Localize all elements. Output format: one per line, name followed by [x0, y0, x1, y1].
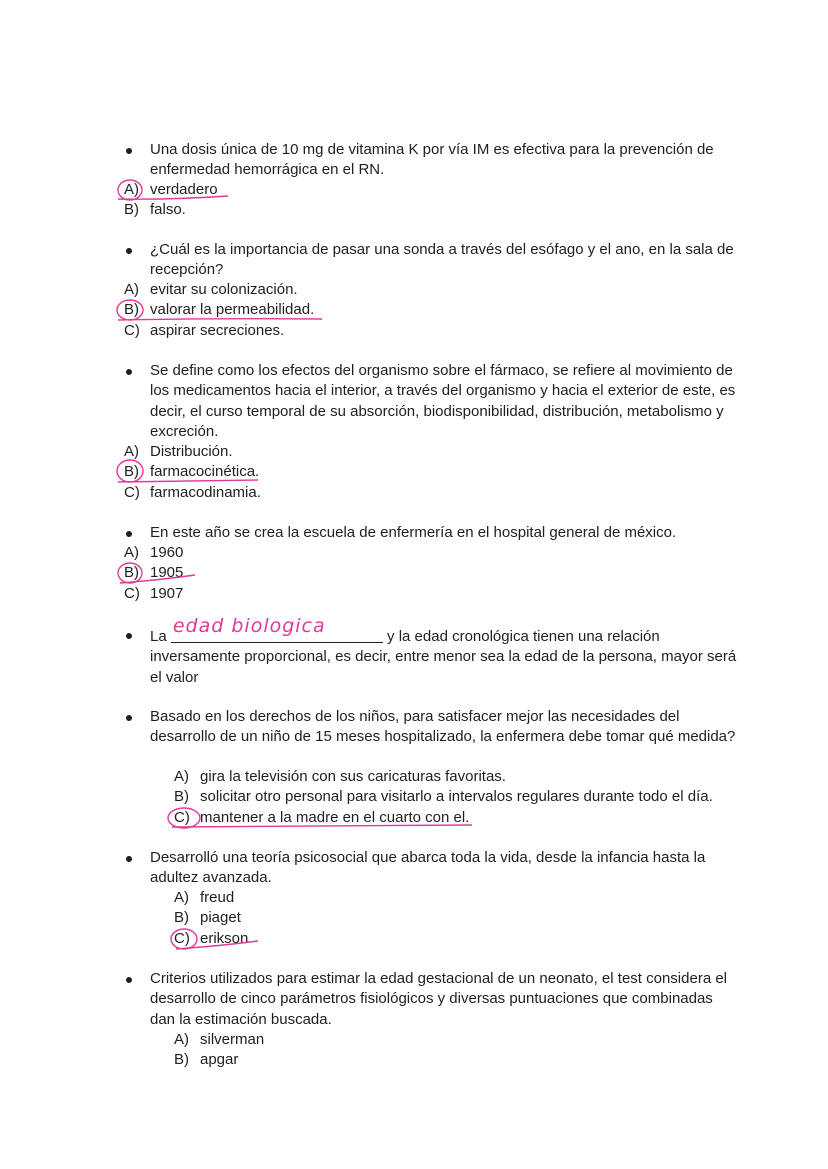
option: [124, 543, 183, 563]
option-letter: A): [174, 1031, 189, 1048]
option: [174, 808, 713, 828]
option: [174, 888, 248, 908]
option-text: Distribución.: [150, 443, 233, 460]
option-text: 1905: [150, 564, 184, 582]
option-letter: A): [174, 768, 189, 785]
bullet-icon: [126, 148, 132, 154]
bullet-icon: [126, 633, 132, 639]
bullet-icon: [126, 856, 132, 862]
option: [124, 584, 183, 604]
option-text: farmacodinamia.: [150, 483, 261, 501]
question-text: En este año se crea la escuela de enfermería en el hospital general de méxico.: [150, 524, 677, 541]
question-text: ¿Cuál es la importancia de pasar una sonda a través del esófago y el ano, en la sala de recepción?: [150, 241, 734, 279]
option-text: piaget: [200, 909, 241, 927]
bullet-icon: [126, 977, 132, 983]
option-text: freud: [200, 889, 235, 906]
option-text: evitar su colonización.: [150, 281, 298, 298]
option: [174, 767, 713, 787]
option-letter: B): [174, 788, 189, 806]
option-text: 1907: [150, 584, 184, 602]
option-letter: B): [124, 564, 139, 582]
question-text: Desarrolló una teoría psicosocial que abarca toda la vida, desde la infancia hasta la adultez avanzada.: [150, 849, 706, 887]
option: [124, 563, 183, 583]
option-letter: B): [124, 463, 139, 481]
option-text: 1960: [150, 544, 184, 561]
option-letter: B): [174, 909, 189, 927]
options-3: [124, 442, 261, 503]
question-text: Se define como los efectos del organismo sobre el fármaco, se refiere al movimiento de los medicamentos hacia el interior, a través del organismo y hacia el exterior de este, es decir, el curso temporal de su absorción, biodisponibilidad, distribución, metabolismo y excreción.: [150, 362, 736, 440]
option: [124, 200, 218, 220]
option-letter: B): [124, 201, 139, 219]
options-1: [124, 180, 218, 221]
option-text: erikson: [200, 929, 249, 947]
option: [124, 300, 314, 320]
options-4: [124, 543, 183, 604]
option-letter: B): [124, 301, 139, 319]
option: [174, 929, 248, 949]
option-letter: C): [124, 321, 140, 339]
question-1: [150, 140, 740, 181]
option: [174, 787, 713, 807]
option: [124, 442, 261, 462]
option-letter: A): [124, 181, 139, 198]
bullet-icon: [126, 369, 132, 375]
option-text: valorar la permeabilidad.: [150, 301, 315, 319]
question-2: [150, 240, 740, 281]
question-text: Una dosis única de 10 mg de vitamina K por vía IM es efectiva para la prevención de enfermedad hemorrágica en el RN.: [150, 141, 714, 179]
option: [124, 280, 314, 300]
option-text: mantener a la madre en el cuarto con el.: [200, 808, 470, 826]
option-text: farmacocinética.: [150, 463, 260, 481]
option-letter: A): [174, 889, 189, 906]
option-letter: C): [124, 483, 140, 501]
option-text: silverman: [200, 1031, 265, 1048]
option-letter: C): [174, 808, 190, 826]
option: [124, 462, 261, 482]
option-letter: B): [174, 1051, 189, 1069]
options-2: [124, 280, 314, 341]
option-text: verdadero: [150, 181, 218, 198]
options-8: [174, 1030, 264, 1071]
question-7: [150, 848, 740, 889]
answer-blank: [171, 615, 383, 643]
option-letter: A): [124, 443, 139, 460]
question-text: Basado en los derechos de los niños, para satisfacer mejor las necesidades del desarrollo de un niño de 15 meses hospitalizado, la enfermera debe tomar qué medida?: [150, 708, 736, 746]
question-3: [150, 361, 740, 442]
option: [174, 1050, 264, 1070]
option: [124, 483, 261, 503]
option-text: falso.: [150, 201, 186, 219]
question-4: [150, 523, 740, 543]
options-6: [174, 767, 713, 828]
option: [174, 1030, 264, 1050]
bullet-icon: [126, 248, 132, 254]
option-letter: C): [124, 584, 140, 602]
option-text: aspirar secreciones.: [150, 321, 285, 339]
question-prefix: La: [150, 628, 167, 645]
option-text: apgar: [200, 1051, 239, 1069]
option-text: gira la televisión con sus caricaturas favoritas.: [200, 768, 506, 785]
bullet-icon: [126, 531, 132, 537]
question-6: [150, 707, 740, 748]
option-text: solicitar otro personal para visitarlo a intervalos regulares durante todo el día.: [200, 788, 713, 806]
question-suffix: y la edad cronológica tienen una relación inversamente proporcional, es decir, entre menor sea la edad de la persona, mayor será el valor: [150, 628, 737, 686]
question-8: [150, 969, 740, 1030]
options-7: [174, 888, 248, 949]
question-text: Criterios utilizados para estimar la edad gestacional de un neonato, el test considera el desarrollo de cinco parámetros fisiológicos y diversas puntuaciones que combinadas dan la estimación buscada.: [150, 970, 728, 1028]
option-letter: A): [124, 544, 139, 561]
option: [174, 908, 248, 928]
question-5: [150, 615, 740, 688]
handwritten-answer: edad biologica: [172, 615, 326, 637]
option: [124, 180, 218, 200]
option-letter: C): [174, 929, 190, 947]
option-letter: A): [124, 281, 139, 298]
bullet-icon: [126, 715, 132, 721]
option: [124, 321, 314, 341]
